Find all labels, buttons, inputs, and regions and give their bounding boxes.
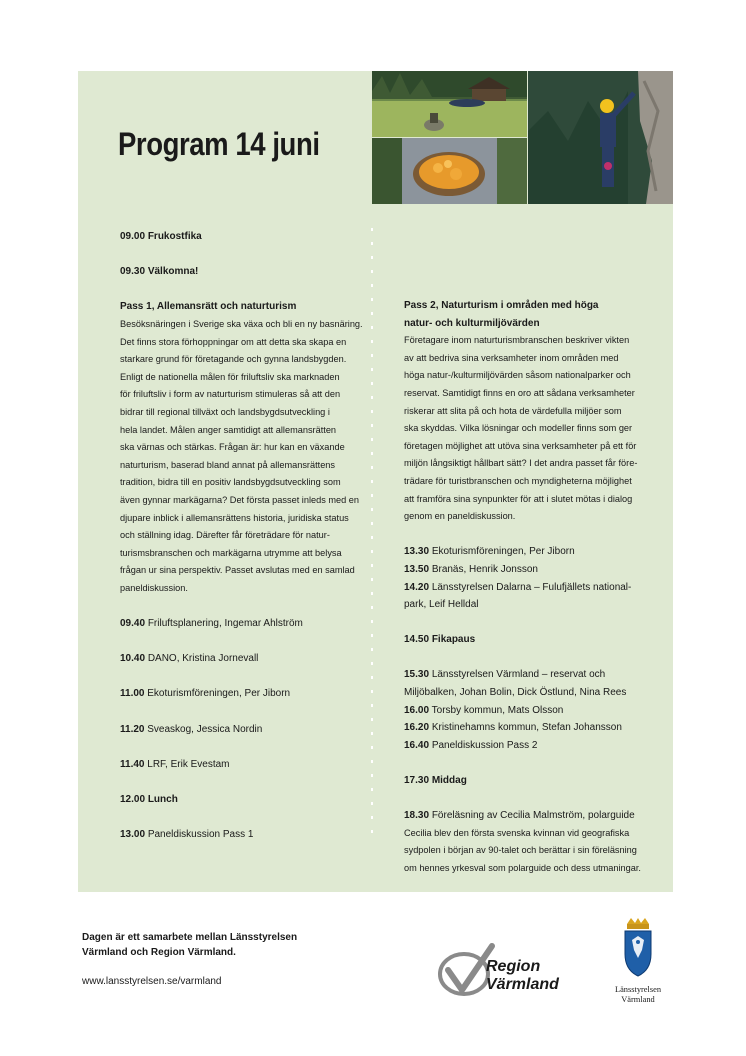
schedule-item-panel-pass1: 13.00 Paneldiskussion Pass 1 (120, 829, 254, 841)
pass1-heading: Pass 1, Allemansrätt och naturturism (120, 301, 297, 313)
schedule-item-1530: 15.30 Länsstyrelsen Värmland – reservat och (404, 669, 606, 681)
region-varmland-wordmark: Region Värmland (486, 958, 559, 993)
schedule-item-1330: 13.30 Ekoturismföreningen, Per Jiborn (404, 546, 575, 558)
coat-of-arms-icon (621, 918, 655, 978)
schedule-item-sveaskog: 11.20 Sveaskog, Jessica Nordin (120, 723, 263, 735)
schedule-item-dano: 10.40 DANO, Kristina Jornevall (120, 653, 259, 665)
pass2-description: Företagare inom naturturismbranschen beskriver vikten av att bedriva sina verksamheter inom områden med höga natur-/kulturmiljövärden såsom nationalparker och reservat. Samtidigt finns en oro att sådana verksamheter riskerar att slita på och hota de värdefulla miljöer som ska skyddas. Vilka lösningar och modeller finns som ger företagen möjlighet att utöva sina verksamheter på ett för miljön långsiktigt hållbart sätt? I det andra passet får före- trädare för turistbranschen och myndigheterna möjlighet att framföra sina synpunkter för att i slutet mötas i dialog genom en paneldiskussion. (404, 335, 638, 522)
page-title: Program 14 juni (118, 126, 320, 162)
meadow-photo (372, 71, 527, 137)
schedule-item-fikapaus: 14.50 Fikapaus (404, 634, 476, 646)
schedule-item-lunch: 12.00 Lunch (120, 794, 178, 805)
right-column (404, 297, 644, 878)
column-divider (371, 228, 373, 838)
schedule-item-1420-cont: park, Leif Helldal (404, 599, 479, 611)
schedule-item-1640: 16.40 Paneldiskussion Pass 2 (404, 739, 538, 751)
schedule-item-1530-cont: Miljöbalken, Johan Bolin, Dick Östlund, Nina Rees (404, 687, 627, 699)
left-column (120, 228, 365, 844)
footer-collaboration-note: Dagen är ett samarbete mellan Länsstyrelsen Värmland och Region Värmland. (82, 932, 298, 958)
pass1-description: Besöksnäringen i Sverige ska växa och bli en ny basnäring. Det finns stora förhoppningar om att detta ska skapa en starkare grund för företagande och gynna landsbygden. Enligt de nationella målen för friluftsliv ska marknaden för friluftsliv i form av naturturism stimuleras så att den bidrar till regional tillväxt och landsbygdsutveckling i hela landet. Målen anger samtidigt att allemansrätten ska värnas och stärkas. Frågan är: hur kan en växande naturturism, baserad bland annat på allemansrättens tradition, bidra till en positiv landsbygdsutveckling som även gynnar markägarna? Det första passet inleds med en djupare inblick i allemansrättens historia, juridiska status och ställning idag. Därefter får företrädare för natur- turismsbranschen och markägarna utrymme att belysa frågan ur sina perspektiv. Passet avslutas med en samlad paneldiskussion. (120, 318, 363, 593)
schedule-item-1420: 14.20 Länsstyrelsen Dalarna – Fulufjällets national- (404, 581, 632, 593)
schedule-item-lecture: 18.30 Föreläsning av Cecilia Malmström, polarguide (404, 810, 635, 822)
schedule-item-lrf: 11.40 LRF, Erik Evestam (120, 758, 230, 770)
mushroom-bowl-photo (372, 138, 527, 204)
pass2-heading-line1: Pass 2, Naturturism i områden med höga (404, 300, 599, 311)
schedule-item-1620: 16.20 Kristinehamns kommun, Stefan Johansson (404, 722, 622, 734)
lansstyrelsen-logo: Länsstyrelsen Värmland (606, 918, 670, 1005)
schedule-item-frukostfika: 09.00 Frukostfika (120, 231, 202, 242)
pass2-heading-line2: natur- och kulturmiljövärden (404, 317, 540, 329)
footer-url-link[interactable]: www.lansstyrelsen.se/varmland (82, 976, 222, 987)
climber-photo (528, 71, 673, 204)
schedule-item-1350: 13.50 Branäs, Henrik Jonsson (404, 563, 538, 575)
schedule-item-ekoturism: 11.00 Ekoturismföreningen, Per Jiborn (120, 688, 291, 700)
schedule-item-valkomna: 09.30 Välkomna! (120, 266, 199, 278)
photo-collage (372, 71, 673, 204)
schedule-item-friluftsplanering: 09.40 Friluftsplanering, Ingemar Ahlström (120, 618, 303, 630)
schedule-item-middag: 17.30 Middag (404, 775, 467, 787)
schedule-item-1600: 16.00 Torsby kommun, Mats Olsson (404, 704, 564, 716)
lecture-description: Cecilia blev den första svenska kvinnan vid geografiska sydpolen i början av 90-talet och berättar i sin föreläsning om hennes yrkesval som polarguide och dess utmaningar. (404, 827, 641, 873)
